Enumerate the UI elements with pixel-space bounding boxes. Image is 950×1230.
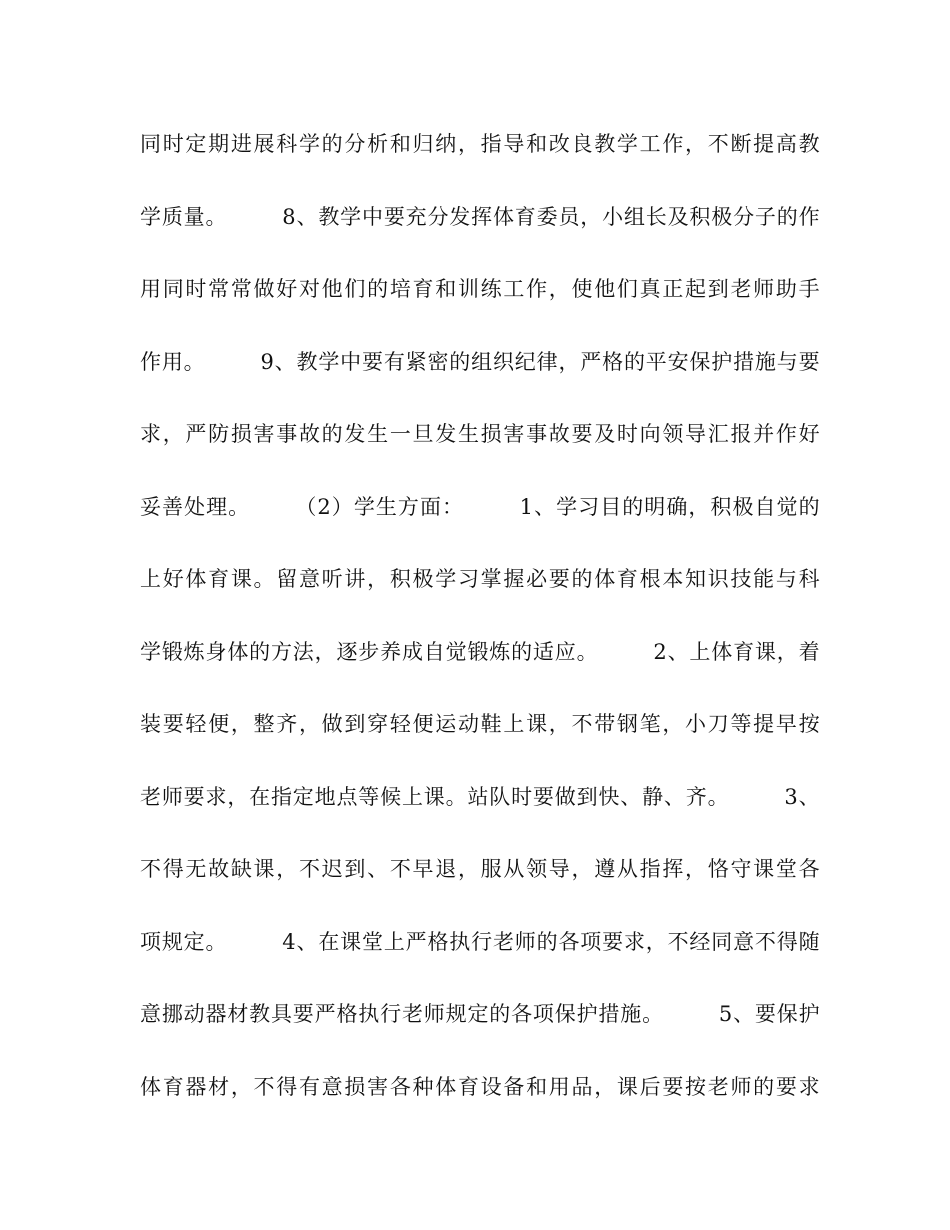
text-line-2: 学质量。 8、教学中要充分发挥体育委员，小组长及积极分子的作 (140, 204, 820, 229)
text-line-6: 妥善处理。 （2）学生方面： 1、学习目的明确，积极自觉的 (140, 494, 820, 519)
text-line-8: 学锻炼身体的方法，逐步养成自觉锻炼的适应。 2、上体育课，着 (140, 639, 820, 664)
text-line-11: 不得无故缺课，不迟到、不早退，服从领导，遵从指挥，恪守课堂各 (140, 857, 820, 881)
text-line-5: 求，严防损害事故的发生一旦发生损害事故要及时向领导汇报并作好 (140, 422, 820, 446)
text-line-9: 装要轻便，整齐，做到穿轻便运动鞋上课，不带钢笔，小刀等提早按 (140, 712, 820, 736)
text-line-1: 同时定期进展科学的分析和归纳，指导和改良教学工作，不断提高教 (140, 132, 820, 156)
text-line-13: 意挪动器材教具要严格执行老师规定的各项保护措施。 5、要保护 (140, 1002, 820, 1026)
text-line-7: 上好体育课。留意听讲，积极学习掌握必要的体育根本知识技能与科 (140, 567, 820, 591)
text-line-14: 体育器材，不得有意损害各种体育设备和用品，课后要按老师的要求 (140, 1074, 820, 1099)
body-text (140, 124, 820, 1139)
text-line-10: 老师要求，在指定地点等候上课。站队时要做到快、静、齐。 3、 (140, 784, 820, 809)
text-line-4: 作用。 9、教学中要有紧密的组织纪律，严格的平安保护措施与要 (140, 349, 820, 374)
text-line-3: 用同时常常做好对他们的培育和训练工作，使他们真正起到老师助手 (140, 277, 820, 301)
text-line-12: 项规定。 4、在课堂上严格执行老师的各项要求，不经同意不得随 (140, 929, 820, 954)
